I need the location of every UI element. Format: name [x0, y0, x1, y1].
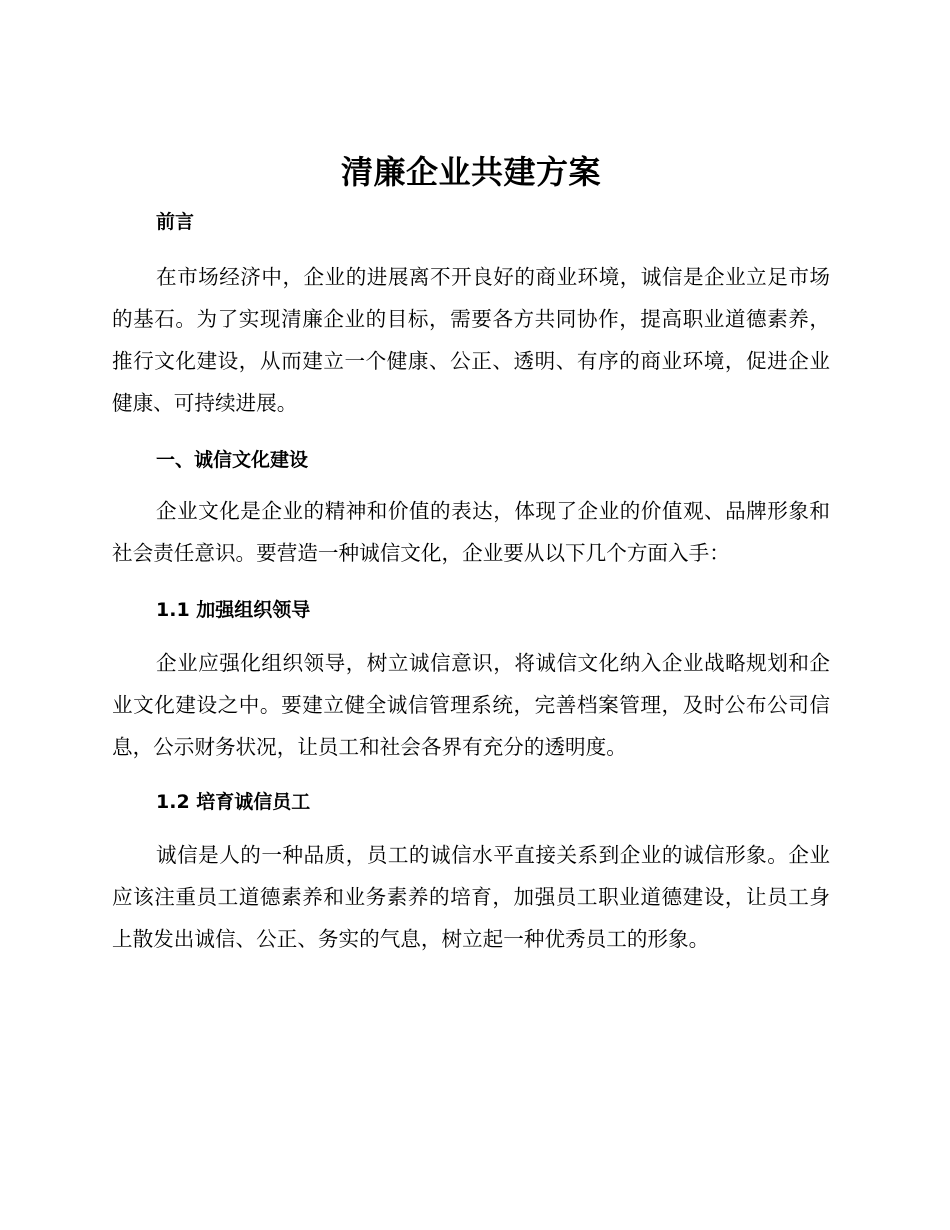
subsection-1-2-paragraph: 诚信是人的一种品质，员工的诚信水平直接关系到企业的诚信形象。企业应该注重员工道德素养和业务素养的培育，加强员工职业道德建设，让员工身上散发出诚信、公正、务实的气息，树立起一种优秀员工的形象。 [112, 843, 830, 951]
subsection-1-1-heading: 1.1 加强组织领导 [156, 599, 311, 621]
section-1-paragraph: 企业文化是企业的精神和价值的表达，体现了企业的价值观、品牌形象和社会责任意识。要营造一种诚信文化，企业要从以下几个方面入手： [112, 499, 830, 565]
subsection-1-2-heading: 1.2 培育诚信员工 [156, 791, 311, 813]
document-body [112, 150, 830, 960]
preface-heading: 前言 [156, 211, 195, 233]
preface-paragraph: 在市场经济中，企业的进展离不开良好的商业环境，诚信是企业立足市场的基石。为了实现清廉企业的目标，需要各方共同协作，提高职业道德素养，推行文化建设，从而建立一个健康、公正、透明、有序的商业环境，促进企业健康、可持续进展。 [112, 265, 830, 415]
section-1-heading: 一、诚信文化建设 [156, 449, 309, 471]
document-title: 清廉企业共建方案 [340, 153, 601, 191]
subsection-1-1-paragraph: 企业应强化组织领导，树立诚信意识，将诚信文化纳入企业战略规划和企业文化建设之中。要建立健全诚信管理系统，完善档案管理，及时公布公司信息，公示财务状况，让员工和社会各界有充分的透明度。 [112, 651, 830, 759]
